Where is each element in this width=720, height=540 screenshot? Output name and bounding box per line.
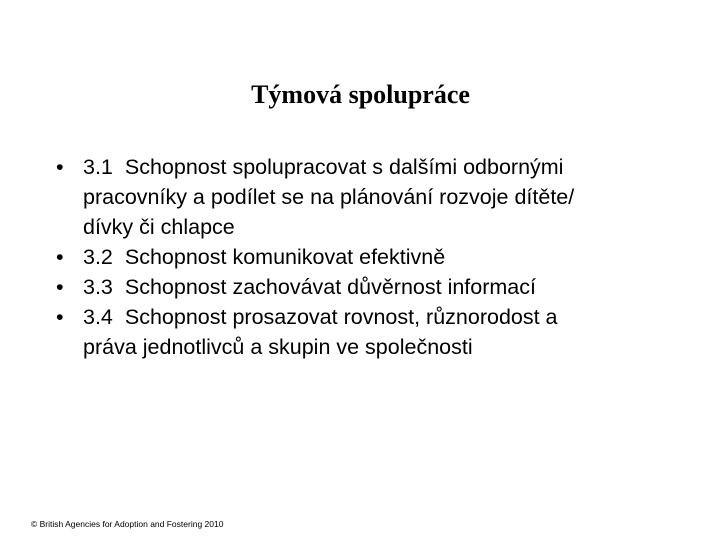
bullet-list: [56, 152, 676, 362]
bullet-icon: •: [56, 305, 64, 329]
bullet-line: [83, 152, 676, 182]
item-number: 3.1: [83, 155, 113, 179]
bullet-line: [83, 302, 676, 332]
list-item: [56, 302, 676, 362]
item-text: Schopnost komunikovat efektivně: [124, 245, 446, 269]
item-number: 3.4: [83, 305, 113, 329]
item-number: 3.3: [83, 275, 113, 299]
bullet-icon: •: [56, 245, 64, 269]
list-item: [56, 242, 676, 272]
item-number: 3.2: [83, 245, 113, 269]
item-text: Schopnost spolupracovat s dalšími odbornými: [124, 155, 564, 179]
bullet-icon: •: [56, 155, 64, 179]
item-text: Schopnost zachovávat důvěrnost informací: [124, 275, 536, 299]
bullet-line: [83, 242, 676, 272]
bullet-line: dívky či chlapce: [83, 215, 235, 239]
bullet-line: pracovníky a podílet se na plánování rozvoje dítěte/: [83, 185, 575, 209]
item-text: Schopnost prosazovat rovnost, různorodost a: [124, 305, 558, 329]
bullet-icon: •: [56, 275, 64, 299]
list-item: [56, 152, 676, 242]
bullet-line: [83, 272, 676, 302]
list-item: [56, 272, 676, 302]
bullet-line: práva jednotlivců a skupin ve společnosti: [83, 335, 473, 359]
copyright-footer: © British Agencies for Adoption and Fostering 2010: [31, 519, 224, 529]
slide-title-text: Týmová spolupráce: [251, 80, 470, 109]
slide-title: [0, 78, 720, 112]
